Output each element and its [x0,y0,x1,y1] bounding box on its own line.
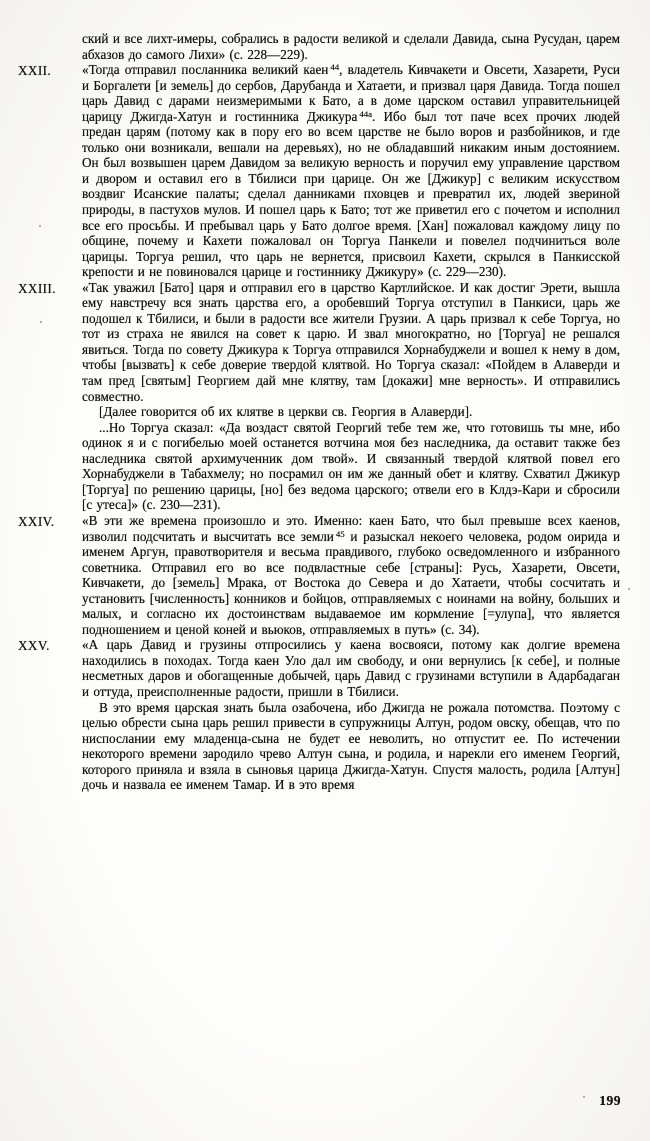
paragraph: ский и все лихт-имеры, собрались в радости великой и сделали Давида, сына Русудан, царем абхазов до самого Лихи» (с. 228—229). [82,31,620,62]
section-numeral: XXII. [18,63,52,79]
paragraph: «А царь Давид и грузины отпросились у каена восвояси, потому как долгие времена находились в походах. Тогда каен Уло дал им свободу, и они вернулись [к себе], и полные несметных даров и обогащенные добычей, царь Давид с грузинами вступили в Адарбадаган и оттуда, преисполненные радости, пришли в Тбилиси. [82,637,620,699]
paragraph: ...Но Торгуа сказал: «Да воздаст святой Георгий тебе тем же, что готовишь ты мне, ибо одинок я и с погибелью моей останется вотчина моя без наследника, да оставит также без наследника святой архимученник дом твой». И связанный твердой клятвой повел его Хорнабуджели в Табахмелу; но посрамил он им же данный обет и клятву. Схватил Джикур [Торгуа] по решению царицы, [но] без ведома царского; отвели его в Клдэ-Кари и сбросили [с утеса]» (с. 230—231). [82,419,620,513]
ink-speck [39,225,41,227]
ink-speck [40,321,42,323]
paragraph: «Тогда отправил посланника великий каен $^{44}$, владетель Кивчакети и Овсети, Хазарети, Руси и Боргалети [и земель] до сербов, Дарубанда и Хатаети, и призвал царя Давида. Тогда пошел царь Давид с дарами неизмеримыми к Бато, а в доме царском оставил управительницей царицу Джигда-Хатун и гостинника Джикура $^{44а}$. Ибо был тот паче всех прочих людей предан царям (потому как в пору его во всем царстве не было воров и разбойников, и где только они возникали, вешали на деревьях), но не обладавший никаким иным достоянием. Он был возвышен царем Давидом за великую верность и поручил ему управление царством и двором и оставил его в Тбилиси при царице. Он же [Джикур] с великим искусством воздвиг Исанские палаты; сделал данниками пховцев и превратил их, людей звериной природы, в пастухов мулов. И пошел царь к Бато; тот же приветил его с почетом и исполнил все его просьбы. И пребывал царь у Бато долгое время. [Хан] пожаловал каждому лицу по общине, почему и Кахети пожаловал он Торгуа Панкели и повелел подчиниться воле царицы. Торгуа решил, что царь не вернется, присвоил Кахети, скрылся в Панкисской крепости и не повиновался царице и гостиннику Джикуру» (с. 229—230). [82,62,620,280]
section [18,512,621,637]
footnote-mark: 44 [330,62,340,73]
section-numeral: XXV. [18,638,50,654]
footnote-mark: 44а [359,108,373,119]
text-block [18,31,621,793]
paragraph: «В эти же времена произошло и это. Именно: каен Бато, что был превыше всех каенов, изволил подсчитать и высчитать все земли $^{45}$ и разыскал некоего человека, родом оирида и именем Аргун, правотворителя и весьма правдивого, глубоко осведомленного и избранного советника. Отправил его во все подвластные себе [страны]: Русь, Хазарети, Овсети, Кивчакети, до [земель] Мрака, от Востока до Севера и до Хатаети, чтобы сосчитать и установить [численность] конников и бойцов, отправляемых с ноинами на войну, больших и малых, и согласно их достоинствам выдаваемое им кормление [=улупа], что является подношением и ценой коней и вьюков, отправляемых в путь» (с. 34). [82,512,621,637]
ink-speck [628,588,630,590]
section-numeral: XXIV. [18,513,55,529]
paragraph: [Далее говорится об их клятве в церкви св. Георгия в Алаверди]. [99,404,473,420]
section [18,279,620,513]
paragraph: В это время царская знать была озабочена, ибо Джигда не рожала потомства. Поэтому с целью обрести сына царь решил привести в супружницы Алтун, родом овску, обещав, что по ниспослании ему младенца-сына не будет ее неволить, но отпустит ее. По истечении некоторого времени зародило чрево Алтун сына, и родила, и нарекли его именем Георгий, которого приняла и взяла в сыновья царица Джигда-Хатун. Спустя малость, родила [Алтун] дочь и назвала ее именем Тамар. И в это время [82,699,620,793]
paragraph: «Так уважил [Бато] царя и отправил его в царство Картлийское. И как достиг Эрети, вышла ему навстречу вся знать царства его, а оробевший Торгуа отступил в Панкиси, царь же подошел к Тбилиси, и были в радости все жители Грузии. А царь призвал к себе Торгуа, но тот из страха не явился на совет к царю. И звал многократно, но [Торгуа] не решался явиться. Тогда по совету Джикура к Торгуа отправился Хорнабуджели и вошел к нему в дом, чтобы [вызвать] к себе доверие твердой клятвой. Но Торгуа сказал: «Пойдем в Алаверди и там пред [святым] Георгием дай мне клятву, там [докажи] мне верность». И отправились совместно. [82,279,620,404]
footnote-mark: 45 [335,528,345,539]
section [18,62,620,280]
section-numeral: XXIII. [18,280,56,296]
page-number: 199 [599,1093,621,1108]
section [82,31,620,62]
ink-speck [583,1096,585,1098]
section [18,637,620,793]
